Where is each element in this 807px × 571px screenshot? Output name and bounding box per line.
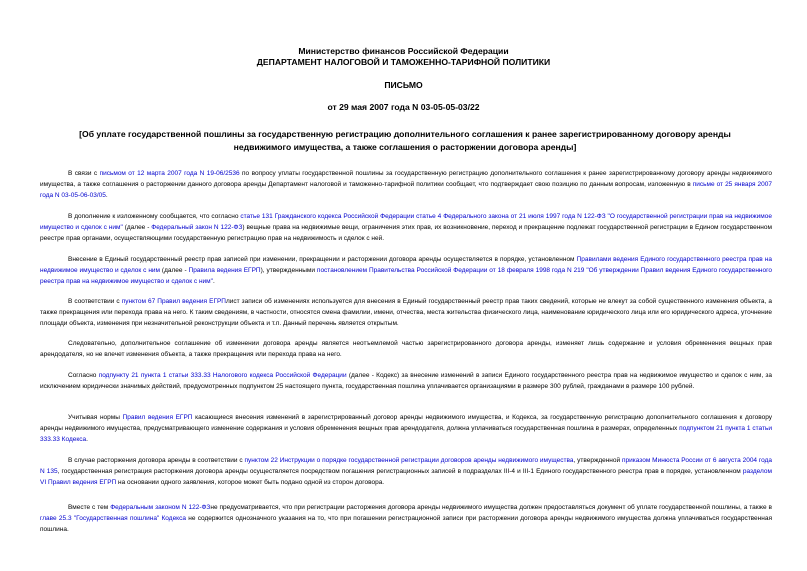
paragraph-9 — [40, 503, 772, 535]
paragraph-text: В соответствии с — [68, 298, 122, 305]
link-letter-19-06-2536[interactable]: письмом от 12 марта 2007 года N 19-06/2536 — [99, 170, 240, 177]
link-egrp-rules[interactable]: Правилами ведения Единого государственного реестра прав на недвижимое имущество и сделок с ним — [40, 256, 772, 274]
paragraph-text: Учитывая нормы — [68, 414, 123, 421]
link-egrp-rules-ref[interactable]: Правил ведения ЕГРП — [122, 414, 193, 421]
link-federal-law-122-article-4[interactable]: статье 4 Федерального закона от 21 июля 1997 года N 122-ФЗ "О государственной регистрации прав на недвижимое имущество и сделок с ним" — [40, 213, 772, 231]
link-government-resolution-219[interactable]: постановлением Правительства Российской Федерации от 18 февраля 1998 года N 219 "Об утверждении Правил ведения Единого государственного реестра прав на недвижимое имущество и сделок с ним" — [40, 266, 772, 285]
paragraph-text: , утвержденной — [573, 457, 623, 464]
paragraph-1 — [40, 169, 772, 201]
paragraph-text: (далее - Кодекс) за внесение изменений в записи Единого государственного реестра прав на недвижимое имущество и сделок с ним, за исключением юридически значимых действий, предусмотренных подпунктом 25 настоящего пункта, государственная пошлина уплачивается организациями в размере 300 рублей, гражданами в размере 100 рублей. — [40, 372, 772, 390]
paragraph-text: . — [212, 277, 215, 285]
link-federal-law-122-ref[interactable]: Федеральным законом N 122-ФЗ — [110, 504, 211, 511]
paragraph-text: В случае расторжения договора аренды в соответствии с — [68, 457, 245, 464]
link-federal-law-122[interactable]: Федеральный закон N 122-ФЗ — [151, 223, 243, 231]
link-letter-03-05-06-03-05[interactable]: письме от 25 января 2007 года N 03-05-06-03/05 — [40, 180, 772, 199]
paragraph-text: не предусматривается, что при регистрации расторжения договора аренды недвижимого имущества должен предоставляться документ об уплате государственной пошлины, а также в — [210, 504, 772, 511]
link-minjust-order-135[interactable]: приказом Минюста России от 6 августа 2004 года N 135 — [40, 457, 773, 475]
paragraph-text: Внесение в Единый государственный реестр прав записей при изменении, прекращении и расторжении договора аренды осуществляется в порядке, установленном — [68, 256, 577, 263]
paragraph-text: В связи с — [68, 170, 100, 177]
paragraph-text: . — [105, 191, 108, 199]
link-egrp-rules-section-6[interactable]: разделом VI Правил ведения ЕГРП — [40, 467, 772, 486]
paragraph-text: В дополнение к изложенному сообщается, что согласно — [68, 213, 241, 220]
paragraph-4 — [40, 297, 772, 329]
department-name: ДЕПАРТАМЕНТ НАЛОГОВОЙ И ТАМОЖЕННО-ТАРИФНОЙ ПОЛИТИКИ — [256, 57, 551, 67]
paragraph-text: ) вещные права на недвижимые вещи, ограничения этих прав, их возникновение, переход и прекращение подлежат государственной регистрации в Едином государственном реестре прав органами, осуществляющими государственную регистрацию прав на недвижимость и сделок с ней. — [40, 223, 772, 242]
paragraph-2 — [40, 212, 772, 244]
paragraph-7 — [40, 413, 772, 445]
paragraph-text: Вместе с тем — [68, 504, 111, 511]
paragraph-text: . — [86, 435, 88, 443]
paragraph-6 — [40, 371, 772, 393]
link-code-333-33-sub-21[interactable]: подпунктом 21 пункта 1 статьи 333.33 Кодекса — [40, 424, 772, 443]
paragraph-8 — [40, 456, 772, 488]
document-date-number: от 29 мая 2007 года N 03-05-05-03/22 — [327, 102, 480, 112]
paragraph-text: на основании одного заявления, которое может быть подано одной из сторон договора. — [116, 478, 385, 486]
link-instruction-item-22[interactable]: пунктом 22 Инструкции о порядке государственной регистрации договоров аренды недвижимого имущества — [244, 457, 574, 464]
document-type: ПИСЬМО — [384, 80, 423, 90]
paragraph-text: Следовательно, дополнительное соглашение об изменении договора аренды является неотъемлемой частью зарегистрированного договора аренды, изменяет лишь содержание и условия обременения вещных прав арендодателя, но не влечет изменения объекта, а также прекращения или перехода права на него. — [40, 340, 772, 358]
paragraph-5 — [40, 339, 772, 361]
paragraph-text: (далее - — [160, 266, 189, 274]
link-civil-code-article-131[interactable]: статье 131 Гражданского кодекса Российской Федерации — [240, 213, 415, 220]
paragraph-text: , государственная регистрация расторжения договора аренды осуществляется посредством погашения регистрационных записей в подразделах III-4 и III-1 Единого государственного реестра прав в порядке, установленном — [57, 467, 743, 475]
ministry-name: Министерство финансов Российской Федерации — [298, 46, 509, 56]
link-tax-code-chapter-25-3[interactable]: главе 25.3 "Государственная пошлина" Кодекса — [40, 514, 186, 522]
link-tax-code-333-33[interactable]: подпункту 21 пункта 1 статьи 333.33 Налогового кодекса Российской Федерации — [98, 372, 347, 379]
paragraph-text: не содержится однозначного указания на то, что при погашении регистрационной записи при расторжении договора аренды недвижимого имущества должна уплачиваться государственная пошлина. — [40, 514, 772, 533]
link-egrp-rules-short[interactable]: Правила ведения ЕГРП — [188, 266, 261, 274]
paragraph-3 — [40, 255, 772, 287]
link-egrp-rules-item-67[interactable]: пунктом 67 Правил ведения ЕГРП — [121, 298, 226, 305]
document-subject: [Об уплате государственной пошлины за государственную регистрацию дополнительного соглашения к ранее зарегистрированному договору аренды недвижимого имущества, а также соглашения о расторжении договора аренды] — [79, 129, 731, 152]
paragraph-text: (далее - — [122, 223, 152, 231]
paragraph-text: ), утвержденными — [260, 266, 317, 274]
paragraph-text: лист записи об изменениях используется для внесения в Единый государственный реестр прав таких сведений, которые не влекут за собой существенного изменения объекта, а также прекращения или перехода права на него. К таким сведениям, в частности, относятся смена фамилии, имени, отчества, места жительства физического лица, наименование юридического лица или его юридического адреса, уточнение площади объекта, изменения при незначительной реконструкции объекта и т.п. Данный перечень является открытым. — [40, 298, 772, 327]
paragraph-text: Согласно — [68, 372, 99, 379]
paragraph-text: по вопросу уплаты государственной пошлины за государственную регистрацию дополнительного соглашения к ранее зарегистрированному договору аренды недвижимого имущества, а также соглашения о расторжении данного договора аренды Департамент налоговой и таможенно-тарифной политики сообщает, что подтверждает свою позицию по данным вопросам, изложенную в — [40, 170, 773, 188]
paragraph-text: касающиеся внесения изменений в зарегистрированный договор аренды недвижимого имущества, и Кодекса, за государственную регистрацию дополнительного соглашения к договору аренды недвижимого имущества, предусматривающего изменение содержания и условия обременения вещных прав арендодателя, должна уплачиваться государственная пошлина в размерах, определенных — [40, 414, 772, 432]
